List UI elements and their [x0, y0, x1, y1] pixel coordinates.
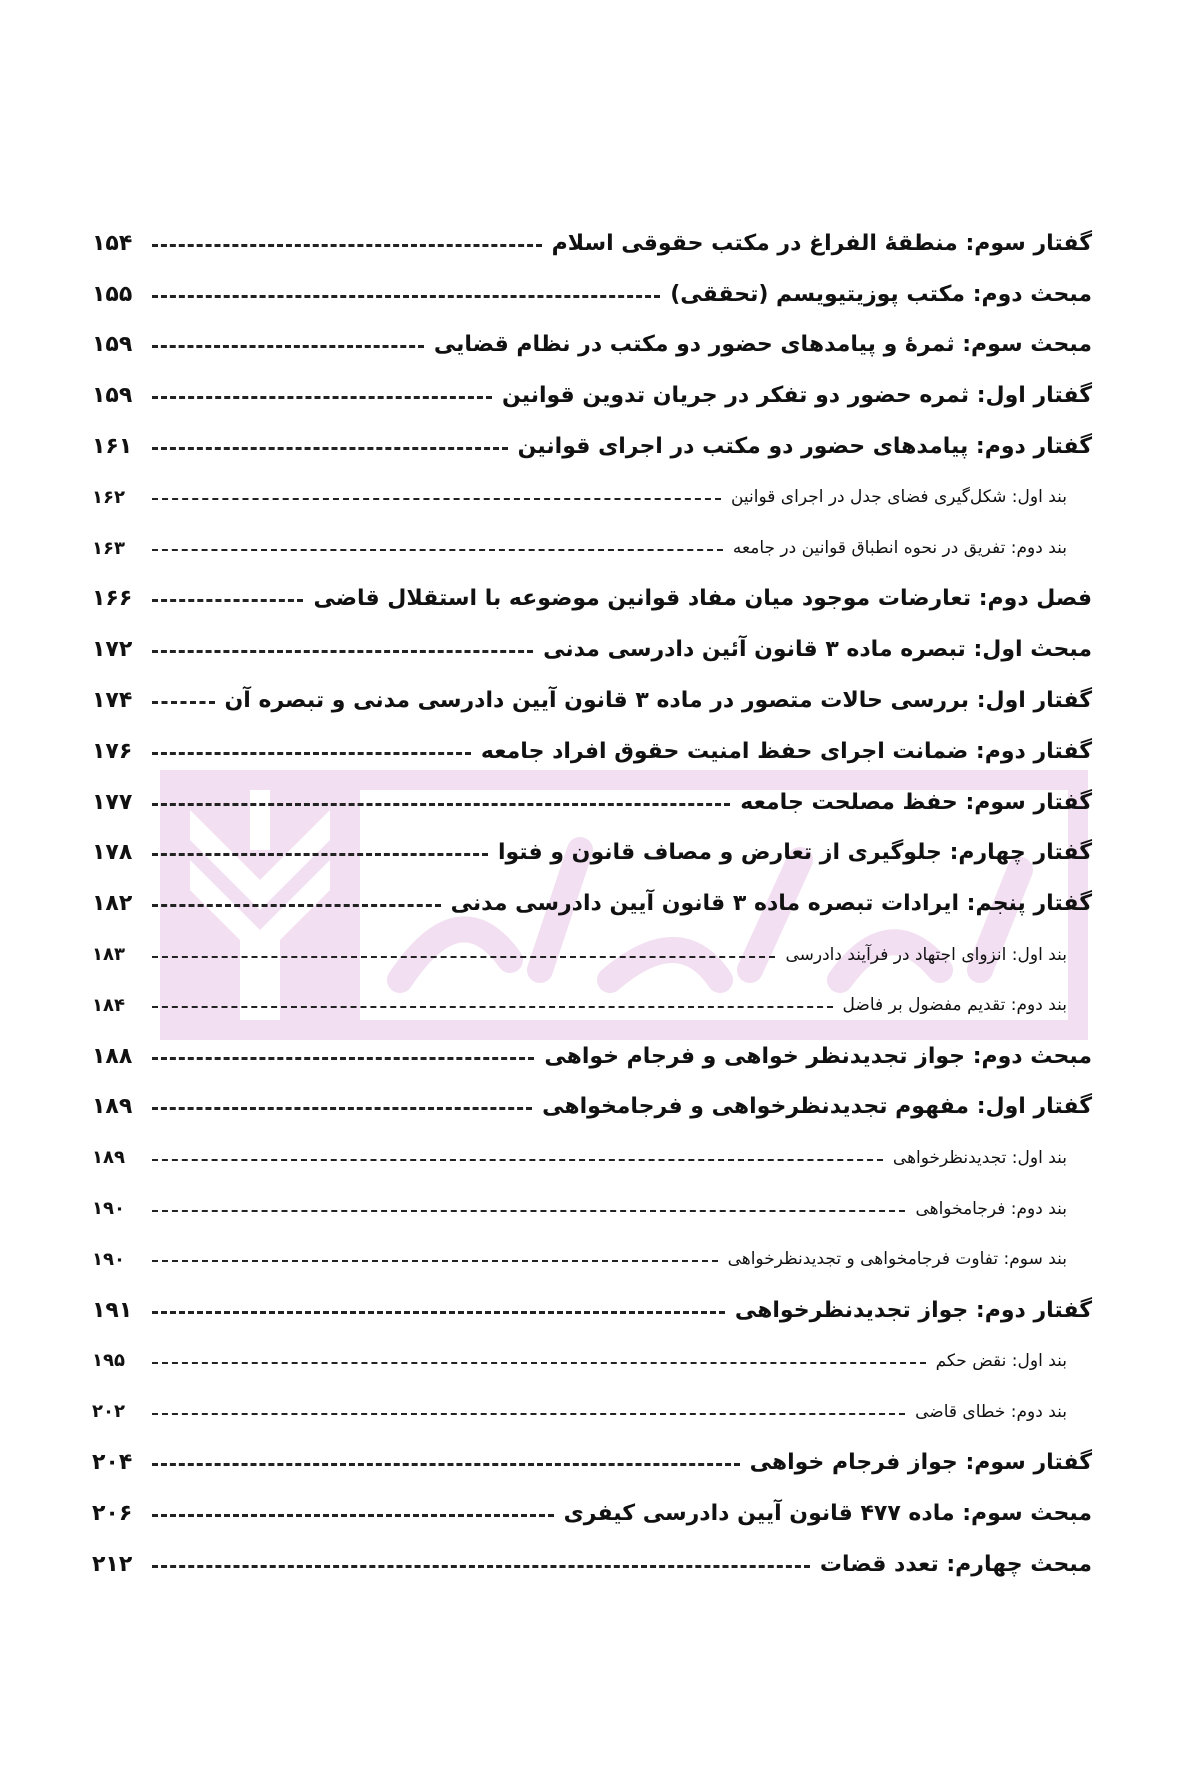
toc-subentry[interactable] — [92, 1132, 1092, 1183]
dot-leader — [152, 498, 721, 500]
dot-leader — [152, 447, 508, 450]
toc-entry-title: گفتار سوم: جواز فرجام خواهی — [749, 1450, 1092, 1476]
toc-entry[interactable] — [92, 624, 1092, 675]
toc-entry-page: ۲۰۶ — [92, 1500, 133, 1526]
dot-leader — [152, 1413, 905, 1415]
toc-entry[interactable] — [92, 269, 1092, 320]
toc-entry-title: گفتار اول: بررسی حالات متصور در ماده ۳ قانون آیین دادرسی مدنی و تبصره آن — [224, 688, 1092, 714]
toc-entry-title: گفتار سوم: حفظ مصلحت جامعه — [740, 789, 1092, 815]
toc-entry-page: ۱۹۰ — [92, 1198, 125, 1220]
dot-leader — [152, 345, 424, 348]
toc-entry-title: بند اول: شکل‌گیری فضای جدل در اجرای قوانین — [730, 487, 1067, 508]
dot-leader — [152, 650, 533, 653]
toc-entry[interactable] — [92, 1031, 1092, 1082]
toc-entry-title: بند اول: تجدیدنظرخواهی — [892, 1147, 1067, 1168]
dot-leader — [152, 244, 542, 247]
toc-entry-page: ۱۶۳ — [92, 537, 125, 559]
toc-entry-page: ۱۵۹ — [92, 383, 133, 409]
toc-entry[interactable] — [92, 1285, 1092, 1336]
toc-entry[interactable] — [92, 1437, 1092, 1488]
toc-entry-page: ۱۶۶ — [92, 586, 133, 612]
toc-entry-page: ۱۸۹ — [92, 1147, 125, 1169]
toc-entry-page: ۱۸۹ — [92, 1094, 133, 1120]
toc-entry-title: بند اول: نقض حکم — [935, 1350, 1067, 1371]
dot-leader — [152, 956, 775, 958]
toc-entry[interactable] — [92, 878, 1092, 929]
toc-entry[interactable] — [92, 1082, 1092, 1133]
toc-entry-page: ۱۶۲ — [92, 486, 125, 508]
dot-leader — [152, 853, 488, 856]
dot-leader — [152, 1311, 725, 1314]
toc-entry-page: ۲۰۴ — [92, 1450, 133, 1476]
toc-entry-title: مبحث چهارم: تعدد قضات — [819, 1551, 1092, 1577]
toc-entry-page: ۱۸۸ — [92, 1043, 133, 1069]
toc-subentry[interactable] — [92, 980, 1092, 1031]
toc-entry-page: ۱۶۱ — [92, 434, 133, 460]
toc-entry[interactable] — [92, 675, 1092, 726]
toc-entry[interactable] — [92, 726, 1092, 777]
toc-entry-title: مبحث اول: تبصره ماده ۳ قانون آئین دادرسی مدنی — [543, 637, 1092, 663]
toc-entry-title: گفتار چهارم: جلوگیری از تعارض و مصاف قانون و فتوا — [497, 840, 1092, 866]
dot-leader — [152, 1006, 833, 1008]
dot-leader — [152, 1107, 532, 1110]
toc-entry-page: ۱۸۲ — [92, 891, 133, 917]
toc-entry-page: ۱۵۹ — [92, 332, 133, 358]
toc-subentry[interactable] — [92, 1234, 1092, 1285]
toc-entry-title: بند دوم: تفریق در نحوه انطباق قوانین در جامعه — [732, 538, 1067, 559]
toc-subentry[interactable] — [92, 1336, 1092, 1387]
toc-subentry[interactable] — [92, 1386, 1092, 1437]
dot-leader — [152, 396, 492, 399]
dot-leader — [152, 549, 723, 551]
toc-entry-page: ۱۷۴ — [92, 688, 133, 714]
dot-leader — [152, 701, 215, 704]
table-of-contents — [92, 218, 1092, 1590]
toc-entry-page: ۱۹۵ — [92, 1350, 125, 1372]
toc-entry-title: مبحث سوم: ماده ۴۷۷ قانون آیین دادرسی کیفری — [563, 1500, 1092, 1526]
toc-entry[interactable] — [92, 1488, 1092, 1539]
dot-leader — [152, 904, 441, 907]
toc-entry-page: ۱۹۰ — [92, 1248, 125, 1270]
toc-entry-page: ۱۹۱ — [92, 1297, 133, 1323]
dot-leader — [152, 1463, 740, 1466]
toc-entry-page: ۲۰۲ — [92, 1401, 125, 1423]
toc-entry[interactable] — [92, 574, 1092, 625]
dot-leader — [152, 1057, 534, 1060]
toc-entry-title: گفتار اول: مفهوم تجدیدنظرخواهی و فرجامخواهی — [542, 1094, 1092, 1120]
toc-entry-page: ۱۷۷ — [92, 789, 133, 815]
dot-leader — [152, 295, 660, 298]
toc-entry-page: ۱۵۴ — [92, 230, 133, 256]
toc-entry[interactable] — [92, 320, 1092, 371]
toc-entry[interactable] — [92, 777, 1092, 828]
toc-entry-page: ۲۱۲ — [92, 1551, 133, 1577]
dot-leader — [152, 1159, 883, 1161]
toc-entry-title: فصل دوم: تعارضات موجود میان مفاد قوانین موضوعه با استقلال قاضی — [313, 586, 1092, 612]
toc-subentry[interactable] — [92, 1183, 1092, 1234]
toc-entry-page: ۱۷۸ — [92, 840, 133, 866]
toc-entry-page: ۱۸۳ — [92, 944, 125, 966]
dot-leader — [152, 1514, 554, 1517]
toc-entry-page: ۱۷۶ — [92, 738, 133, 764]
toc-entry[interactable] — [92, 828, 1092, 879]
toc-entry-title: بند دوم: تقدیم مفضول بر فاضل — [842, 995, 1067, 1016]
dot-leader — [152, 1565, 810, 1568]
toc-subentry[interactable] — [92, 929, 1092, 980]
toc-entry-title: گفتار دوم: جواز تجدیدنظرخواهی — [734, 1297, 1092, 1323]
toc-entry-title: بند دوم: فرجامخواهی — [915, 1198, 1067, 1219]
toc-entry-title: گفتار اول: ثمره حضور دو تفکر در جریان تدوین قوانین — [501, 383, 1092, 409]
toc-entry-title: بند دوم: خطای قاضی — [915, 1401, 1067, 1422]
dot-leader — [152, 599, 303, 602]
toc-entry-page: ۱۸۴ — [92, 994, 125, 1016]
dot-leader — [152, 752, 471, 755]
toc-entry-title: گفتار پنجم: ایرادات تبصره ماده ۳ قانون آیین دادرسی مدنی — [450, 891, 1092, 917]
toc-entry-title: مبحث دوم: مکتب پوزیتیویسم (تحققی) — [670, 281, 1092, 307]
toc-entry-title: گفتار دوم: پیامدهای حضور دو مکتب در اجرای قوانین — [517, 434, 1092, 460]
toc-entry-title: گفتار سوم: منطقهٔ الفراغ در مکتب حقوقی اسلام — [551, 230, 1092, 256]
toc-entry-page: ۱۵۵ — [92, 281, 133, 307]
toc-subentry[interactable] — [92, 523, 1092, 574]
toc-entry[interactable] — [92, 370, 1092, 421]
toc-subentry[interactable] — [92, 472, 1092, 523]
dot-leader — [152, 1210, 905, 1212]
toc-entry-title: مبحث دوم: جواز تجدیدنظر خواهی و فرجام خواهی — [544, 1043, 1092, 1069]
toc-entry[interactable] — [92, 218, 1092, 269]
toc-entry[interactable] — [92, 421, 1092, 472]
toc-entry-title: بند اول: انزوای اجتهاد در فرآیند دادرسی — [785, 944, 1067, 965]
toc-entry-title: مبحث سوم: ثمرهٔ و پیامدهای حضور دو مکتب در نظام قضایی — [433, 332, 1092, 358]
toc-entry[interactable] — [92, 1539, 1092, 1590]
dot-leader — [152, 803, 730, 806]
dot-leader — [152, 1260, 718, 1262]
dot-leader — [152, 1362, 926, 1364]
toc-entry-page: ۱۷۲ — [92, 637, 133, 663]
toc-entry-title: بند سوم: تفاوت فرجامخواهی و تجدیدنظرخواهی — [727, 1249, 1067, 1270]
toc-entry-title: گفتار دوم: ضمانت اجرای حفظ امنیت حقوق افراد جامعه — [480, 738, 1092, 764]
